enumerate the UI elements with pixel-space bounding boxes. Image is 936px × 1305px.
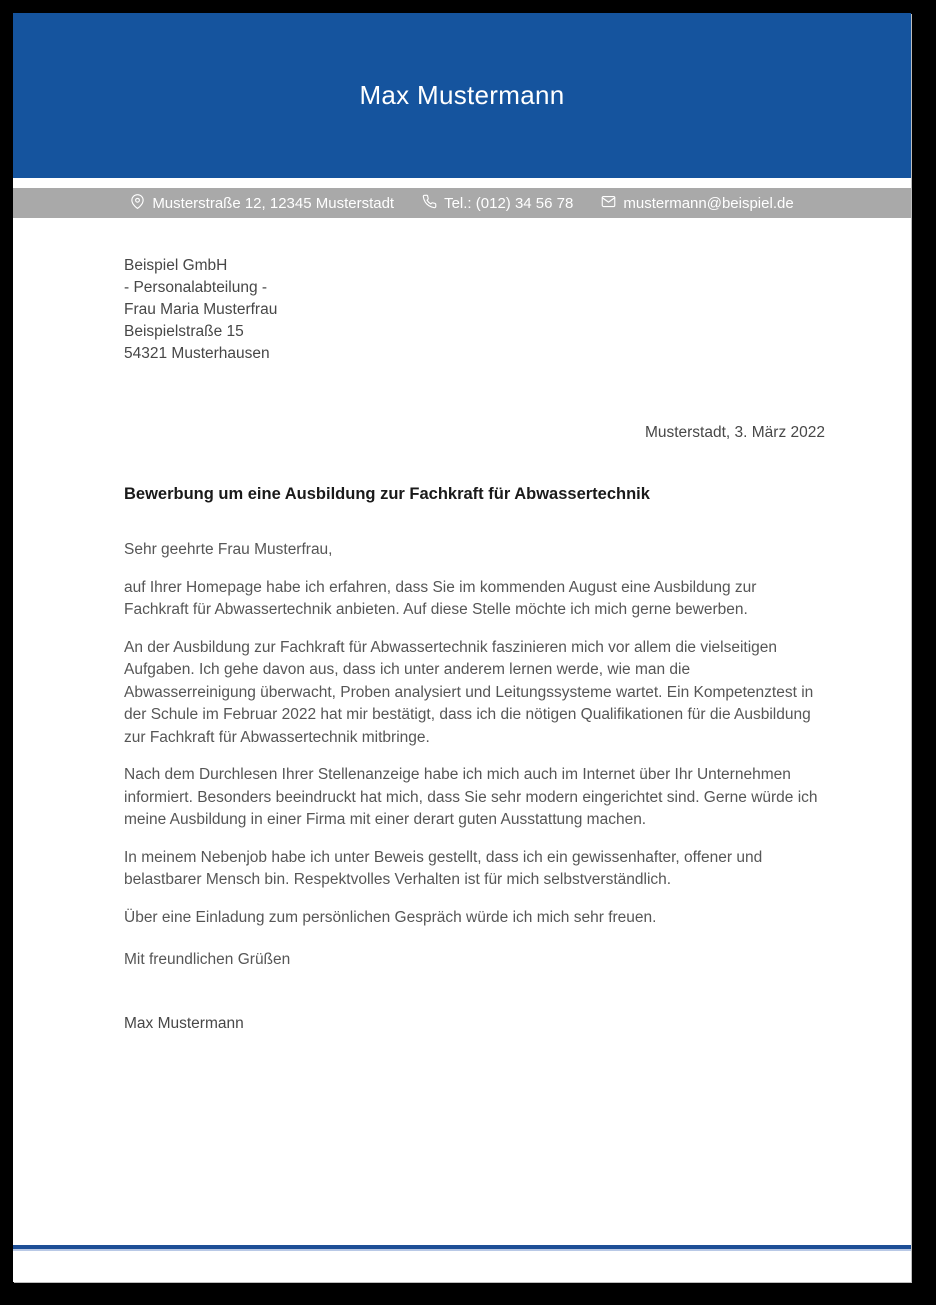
- paragraph-1: auf Ihrer Homepage habe ich erfahren, dass Sie im kommenden August eine Ausbildung zur Fachkraft für Abwassertechnik anbieten. Auf diese Stelle möchte ich mich gerne bewerben.: [124, 578, 757, 618]
- recipient-line: Beispiel GmbH: [124, 257, 228, 274]
- header-band: [13, 13, 911, 178]
- subject-line: Bewerbung um eine Ausbildung zur Fachkraft für Abwassertechnik: [124, 485, 650, 503]
- paragraph-2: An der Ausbildung zur Fachkraft für Abwassertechnik faszinieren mich vor allem die vielseitigen Aufgaben. Ich gehe davon aus, dass ich unter anderem lernen werde, wie man die Abwasserreinigung überwacht, Proben analysiert und Leitungssysteme wartet. Ein Kompetenztest in der Schule im Februar 2022 hat mir bestätigt, dass ich die nötigen Qualifikationen für die Ausbildung zur Fachkraft für Abwassertechnik mitbringe.: [124, 638, 814, 746]
- contact-address: [130, 194, 394, 213]
- letter-body: [13, 255, 911, 1035]
- location-pin-icon: [130, 194, 145, 213]
- contact-email: [601, 194, 793, 213]
- contact-bar: [13, 188, 911, 218]
- recipient-line: - Personalabteilung -: [124, 279, 268, 296]
- recipient-line: Frau Maria Musterfrau: [124, 301, 278, 318]
- paragraph-4: In meinem Nebenjob habe ich unter Beweis gestellt, dass ich ein gewissenhafter, offener und belastbarer Mensch bin. Respektvolles Verhalten ist für mich selbstverständlich.: [124, 848, 763, 888]
- signature-name: Max Mustermann: [124, 1014, 244, 1032]
- paragraph-3: Nach dem Durchlesen Ihrer Stellenanzeige habe ich mich auch im Internet über Ihr Unternehmen informiert. Besonders beeindruckt hat mich, dass Sie sehr modern eingerichtet sind. Gerne würde ich meine Ausbildung in einer Firma mit einer derart guten Ausstattung machen.: [124, 766, 818, 828]
- salutation: Sehr geehrte Frau Musterfrau,: [124, 541, 333, 558]
- header-divider-gap: [13, 178, 911, 188]
- footer-accent-line: [13, 1245, 911, 1251]
- contact-phone-text: Tel.: (012) 34 56 78: [444, 194, 574, 212]
- phone-icon: [422, 194, 437, 213]
- recipient-line: Beispielstraße 15: [124, 323, 244, 340]
- envelope-icon: [601, 194, 616, 213]
- recipient-address-block: [124, 255, 825, 365]
- closing-phrase: Mit freundlichen Grüßen: [124, 951, 291, 968]
- contact-phone: [422, 194, 573, 213]
- sender-name: Max Mustermann: [359, 80, 565, 110]
- recipient-line: 54321 Musterhausen: [124, 345, 270, 362]
- paragraph-5: Über eine Einladung zum persönlichen Gespräch würde ich mich sehr freuen.: [124, 908, 657, 926]
- place-date-line: Musterstadt, 3. März 2022: [644, 424, 825, 441]
- contact-email-text: mustermann@beispiel.de: [623, 194, 794, 212]
- letter-page: [13, 13, 911, 1282]
- footer-line-light: [13, 1249, 911, 1251]
- contact-address-text: Musterstraße 12, 12345 Musterstadt: [152, 194, 395, 212]
